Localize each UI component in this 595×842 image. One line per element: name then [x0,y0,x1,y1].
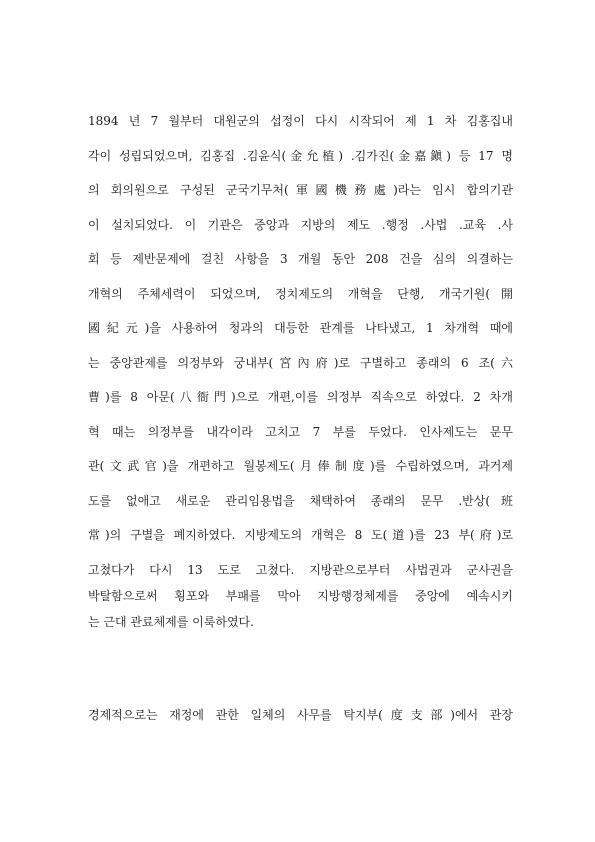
text-line: 曹)를 8 아문(八衙門)으로 개편,이를 의정부 직속으로 하였다. 2 차개 [88,390,513,404]
paragraph-reform-history [88,112,513,631]
text-line: 관(文武官)을 개편하고 월봉제도(月俸制度)를 수립하였으며, 과거제 [88,459,513,473]
text-line: 의 회의원으로 구성된 군국기무처(軍國機務處)라는 임시 합의기관 [88,183,513,197]
text-line: 각이 성립되었으며, 김홍집 .김윤식(金允植) .김가진(金嘉鎭) 등 17 명 [88,148,513,163]
text-line: 1894 년 7 월부터 대원군의 섭정이 다시 시작되어 제 1 차 김홍집내 [88,114,513,128]
paragraph-economic-reform [88,706,513,724]
text-line: 경제적으로는 재정에 관한 일체의 사무를 탁지부(度支部)에서 관장 [88,708,513,722]
text-line: 國紀元)을 사용하여 청과의 대등한 관계를 나타냈고, 1 차개혁 때에 [88,321,513,335]
text-line: 혁 때는 의정부를 내각이라 고치고 7 부를 두었다. 인사제도는 문무 [88,424,513,439]
text-line: 개혁의 주체세력이 되었으며, 정치제도의 개혁을 단행, 개국기원(開 [88,286,513,301]
text-line: 박탈함으로써 횡포와 부패를 막아 지방행정체제를 중앙에 예속시키 [88,588,513,603]
text-line: 도를 없애고 새로운 관리임용법을 채택하여 종래의 문무 .반상(班 [88,493,513,508]
text-line: 常)의 구별을 폐지하였다. 지방제도의 개혁은 8 도(道)를 23 부(府)로 [88,528,513,542]
text-line: 이 설치되었다. 이 기관은 중앙과 지방의 제도 .행정 .사법 .교육 .사 [88,217,513,232]
text-line: 회 등 제반문제에 걸친 사항을 3 개월 동안 208 건을 심의 의결하는 [88,252,513,266]
text-line: 고쳤다가 다시 13 도로 고쳤다. 지방관으로부터 사법권과 군사권을 [88,562,513,577]
text-line: 는 중앙관제를 의정부와 궁내부(宮內府)로 구별하고 종래의 6 조(六 [88,355,513,370]
text-line: 는 근대 관료체제를 이룩하였다. [88,614,254,629]
